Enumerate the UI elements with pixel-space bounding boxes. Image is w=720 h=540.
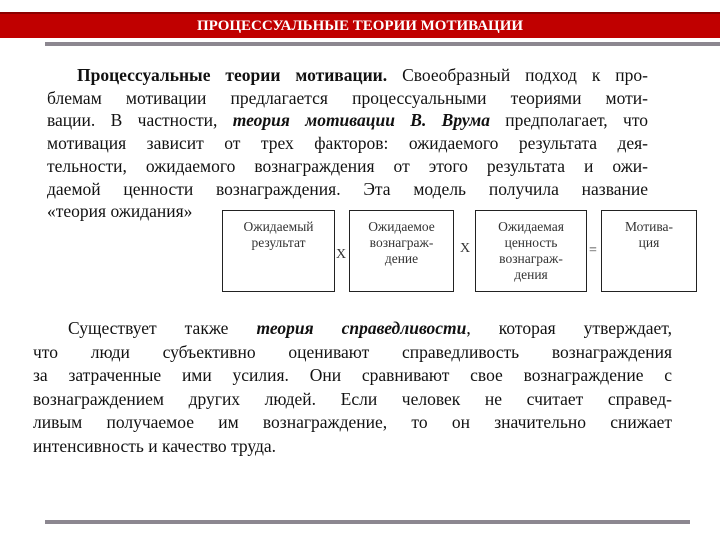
multiply-operator: Х [460,241,471,256]
box-text: вознаграж- [499,251,563,266]
box-text: Мотива- [624,219,674,234]
text-line [47,133,648,153]
bottom-divider [45,520,690,524]
text-segment: , которая утверждает, [466,318,672,338]
text-line [77,65,648,85]
text-segment: «теория ожидания» [47,201,193,222]
equals-operator: = [589,243,597,258]
text-segment: даемой ценности вознаграждения. Эта модель получила название [47,178,648,199]
box-text: ция [638,235,660,250]
box-text: Ожидаемая [498,219,564,234]
formula-box [475,210,587,292]
text-line [33,365,672,385]
text-line [47,88,648,108]
formula-box [601,210,697,292]
text-segment: блемам мотивации предлагается процессуальными теориями моти- [47,87,648,108]
text-segment: что люди субъективно оценивают справедливость вознаграждения [33,341,672,362]
text-line [47,179,648,199]
text-segment: ливым получаемое им вознаграждение, то он значительно снижает [33,412,672,432]
text-line [68,318,672,338]
text-segment: интенсивность и качество труда. [33,435,277,456]
text-segment: теория справедливости [256,318,467,338]
text-segment: за затраченные ими усилия. Они сравнивают свое вознаграждение с [33,365,672,385]
text-line [33,342,672,362]
box-text: ценность [504,235,558,250]
text-segment: тельности, ожидаемого вознаграждения от этого результата и ожи- [47,155,648,176]
slide-title: ПРОЦЕССУАЛЬНЫЕ ТЕОРИИ МОТИВАЦИИ [196,18,524,34]
text-segment: предполагает, что [489,110,648,131]
text-segment: Процессуальные теории мотивации. [77,65,388,85]
box-text: результат [251,235,306,250]
box-text: дение [384,251,419,266]
top-divider [45,42,720,46]
formula-box [222,210,335,292]
text-line [47,110,648,130]
multiply-operator: Х [336,247,347,262]
text-line [33,389,672,409]
text-line [33,412,672,432]
text-line [33,436,276,456]
text-segment: вознаграждением других людей. Если человек не считает справед- [33,388,672,409]
text-segment: Своеобразный подход к про- [387,65,648,85]
text-segment: мотивация зависит от трех факторов: ожидаемого результата дея- [47,133,648,154]
text-line [47,156,648,176]
text-line [47,201,192,221]
box-text: дения [514,267,548,282]
box-text: Ожидаемое [368,219,435,234]
box-text: Ожидаемый [243,219,314,234]
box-text: вознаграж- [369,235,434,250]
formula-box [349,210,454,292]
text-segment: теория мотивации В. Врума [232,110,490,131]
title-bar [0,12,720,38]
text-segment: вации. В частности, [47,110,233,131]
text-segment: Существует также [68,318,257,338]
